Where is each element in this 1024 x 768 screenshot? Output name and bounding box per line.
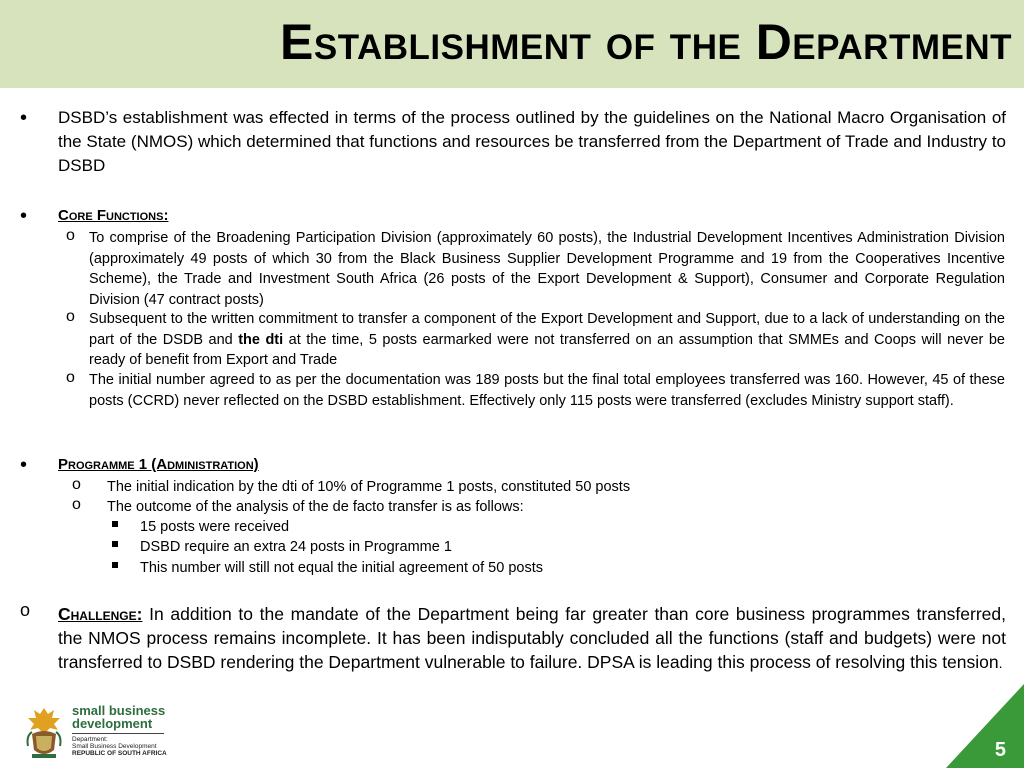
challenge-label: Challenge:	[58, 604, 143, 624]
item-2-bold: the dti	[238, 331, 284, 348]
bullet-marker: •	[20, 107, 28, 129]
core-function-item-2	[89, 309, 1005, 371]
programme1-subitem-1: 15 posts were received	[140, 519, 290, 535]
intro-paragraph: DSBD’s establishment was effected in terms of the process outlined by the guidelines on the National Macro Organisation of the State (NMOS) which determined that functions and resources be transferred from the Department of Trade and Industry to DSBD	[58, 108, 1006, 175]
page-number: 5	[994, 739, 1006, 761]
circle-marker: o	[66, 227, 75, 244]
circle-marker: o	[66, 369, 75, 386]
programme1-item-2: The outcome of the analysis of the de facto transfer is as follows:	[107, 499, 524, 515]
logo-line-1: small business	[72, 703, 166, 718]
logo-line-2: development	[72, 716, 153, 731]
core-functions-heading: Core Functions:	[58, 207, 169, 224]
logo-divider	[72, 733, 164, 734]
circle-marker: o	[66, 308, 75, 325]
programme1-subitem-2: DSBD require an extra 24 posts in Programme 1	[140, 539, 452, 555]
slide-title: Establishment of the Department	[280, 14, 1012, 70]
logo-dept-label: Department:	[72, 736, 108, 743]
challenge-end: .	[998, 655, 1003, 671]
challenge-paragraph	[58, 602, 1006, 675]
bullet-marker: •	[20, 454, 28, 476]
programme1-item-1: The initial indication by the dti of 10% of Programme 1 posts, constituted 50 posts	[107, 479, 631, 495]
corner-triangle	[946, 684, 1024, 768]
challenge-text: In addition to the mandate of the Department being far greater than core business programmes transferred, the NMOS process remains incomplete. It has been indisputably concluded all the functions (staff and budgets) were not transferred to DSBD rendering the Department vulnerable to failure. DPSA is leading this process of resolving this tension	[58, 604, 1006, 672]
title-band	[0, 0, 1024, 88]
logo-dept-name: Small Business Development	[72, 743, 157, 750]
core-function-item-1: To comprise of the Broadening Participation Division (approximately 60 posts), the Industrial Development Incentives Administration Division (approximately 49 posts of which 30 from the Black Business Supplier Development Programme and 19 from the Cooperatives Incentive Scheme), the Trade and Investment South Africa (26 posts of the Export Development & Support), Consumer and Corporate Regulation Division (47 contract posts)	[89, 230, 1005, 308]
square-bullet	[112, 562, 118, 568]
circle-marker: o	[72, 476, 81, 493]
circle-marker: o	[20, 600, 31, 620]
programme1-heading: Programme 1 (Administration)	[58, 456, 259, 473]
core-function-item-3: The initial number agreed to as per the documentation was 189 posts but the final total employees transferred was 160. However, 45 of these posts (CCRD) never reflected on the DSBD establishment. Effectively only 115 posts were transferred (excludes Ministry support staff).	[89, 372, 1005, 409]
bullet-marker: •	[20, 205, 28, 227]
logo-country: REPUBLIC OF SOUTH AFRICA	[72, 750, 167, 757]
programme1-subitem-3: This number will still not equal the initial agreement of 50 posts	[140, 560, 543, 576]
coat-of-arms-icon	[24, 706, 64, 762]
circle-marker: o	[72, 496, 81, 513]
square-bullet	[112, 521, 118, 527]
square-bullet	[112, 541, 118, 547]
dsbd-logo	[24, 704, 174, 762]
item-2-text-b: at the time, 5 posts earmarked were not transferred on an assumption that SMMEs and Coops will never be ready of benefit from Export and Trade	[89, 331, 1005, 368]
item-2-text-a: Subsequent to the written commitment to transfer a component of the Export Development and Support, due to a lack of understanding on the part of the DSDB and	[89, 311, 1005, 348]
